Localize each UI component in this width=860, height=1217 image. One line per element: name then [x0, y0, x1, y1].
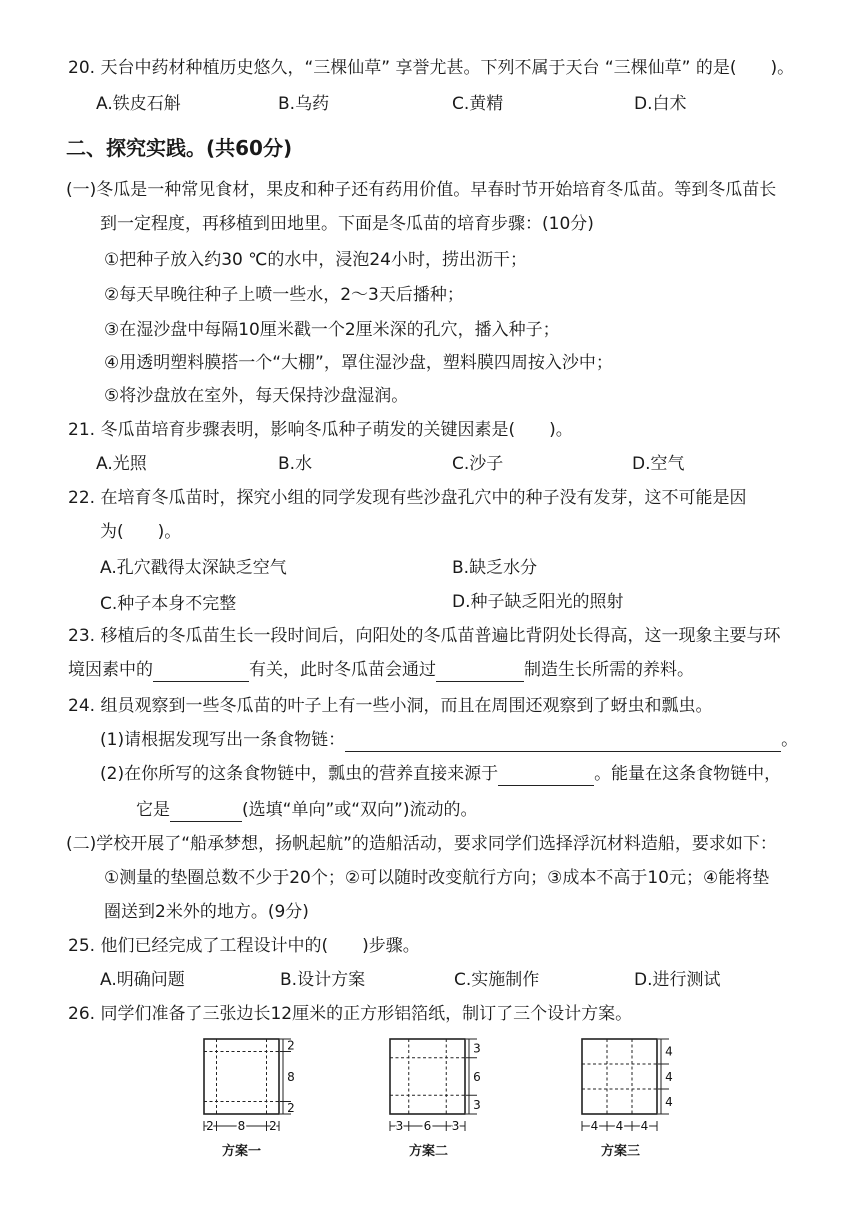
plan-2-right-label-3: 3: [473, 1098, 481, 1112]
q24-sub2-text-b: 。能量在这条食物链中，: [594, 764, 782, 784]
part2-intro-line1: (二)学校开展了“船承梦想，扬帆起航”的造船活动，要求同学们选择浮沉材料造船，要求如下：: [66, 834, 777, 854]
plan-1-right-label-3: 2: [287, 1101, 295, 1115]
plan-3-right-label-1: 4: [665, 1044, 673, 1059]
q23-text-c: 制造生长所需的养料。: [524, 660, 694, 680]
q24-nutrition-blank[interactable]: [498, 767, 594, 786]
q21-option-a[interactable]: A.光照: [96, 454, 147, 474]
section-title: 二、探究实践。(共60分): [66, 136, 293, 160]
q23-line2: [68, 658, 694, 682]
q20-option-b[interactable]: B.乌药: [278, 94, 330, 114]
plan-1-diagram: [196, 1034, 306, 1138]
plan-3-right-label-2: 4: [665, 1070, 673, 1084]
q25-option-a[interactable]: A.明确问题: [100, 970, 185, 990]
plan-2-right-label-1: 3: [473, 1041, 481, 1056]
q23-blank-2[interactable]: [436, 663, 524, 682]
plan-1-caption: 方案一: [222, 1144, 262, 1159]
q20-option-a[interactable]: A.铁皮石斛: [96, 94, 181, 114]
plan-2-bottom-label-2: 6: [423, 1119, 432, 1133]
plan-3-diagram: [574, 1034, 684, 1138]
q23-text-a: 境因素中的: [68, 660, 153, 680]
plan-2-right-label-2: 6: [473, 1070, 481, 1084]
part2-intro-line2: ①测量的垫圈总数不少于20个；②可以随时改变航行方向；③成本不高于10元；④能将垫: [104, 868, 770, 888]
plan-3-bottom-label-2: 4: [615, 1119, 624, 1133]
q25-option-d[interactable]: D.进行测试: [634, 970, 721, 990]
plan-1-bottom-label-1: 2: [206, 1119, 214, 1133]
q24-sub2-text-c: 它是: [136, 800, 170, 820]
step-2: ②每天早晚往种子上喷一些水，2～3天后播种；: [104, 285, 464, 305]
q21-option-d[interactable]: D.空气: [632, 454, 685, 474]
q22-option-c[interactable]: C.种子本身不完整: [100, 594, 237, 614]
q23-text-b: 有关，此时冬瓜苗会通过: [249, 660, 436, 680]
q20-option-c[interactable]: C.黄精: [452, 94, 504, 114]
plan-2-bottom-label-1: 3: [395, 1119, 404, 1133]
q24-sub2-text-a: (2)在你所写的这条食物链中，瓢虫的营养直接来源于: [100, 764, 499, 784]
q21-option-c[interactable]: C.沙子: [452, 454, 504, 474]
q25-stem: 25. 他们已经完成了工程设计中的( )步骤。: [68, 936, 420, 956]
q24-stem: 24. 组员观察到一些冬瓜苗的叶子上有一些小洞，而且在周围还观察到了蚜虫和瓢虫。: [68, 696, 713, 716]
q20-option-d[interactable]: D.白术: [634, 94, 687, 114]
plan-1-right-label-1: 2: [287, 1038, 295, 1053]
plan-2-diagram: [382, 1034, 492, 1138]
q25-option-b[interactable]: B.设计方案: [280, 970, 366, 990]
q24-direction-blank[interactable]: [170, 803, 242, 822]
plan-3-bottom-label-1: 4: [590, 1119, 599, 1133]
q24-sub2-cont: [136, 798, 478, 822]
q23-line1: 23. 移植后的冬瓜苗生长一段时间后，向阳处的冬瓜苗普遍比背阴处长得高，这一现象主要与环: [68, 626, 781, 646]
plan-2-bottom-label-3: 3: [451, 1119, 460, 1133]
q22-option-d[interactable]: D.种子缺乏阳光的照射: [452, 592, 624, 612]
q22-option-b[interactable]: B.缺乏水分: [452, 558, 538, 578]
q24-sub1-end: 。: [781, 730, 799, 750]
q20-stem: 20. 天台中药材种植历史悠久，“三棵仙草” 享誉尤甚。下列不属于天台 “三棵仙草” 的是( )。: [68, 58, 795, 78]
plan-3-right-label-3: 4: [665, 1095, 673, 1109]
q22-option-a[interactable]: A.孔穴戳得太深缺乏空气: [100, 558, 287, 578]
step-1: ①把种子放入约30 ℃的水中，浸泡24小时，捞出沥干；: [104, 250, 527, 270]
q24-sub1-text: (1)请根据发现写出一条食物链：: [100, 730, 346, 750]
step-3: ③在湿沙盘中每隔10厘米戳一个2厘米深的孔穴，播入种子；: [104, 320, 560, 340]
q22-stem-line1: 22. 在培育冬瓜苗时，探究小组的同学发现有些沙盘孔穴中的种子没有发芽，这不可能是因: [68, 488, 747, 508]
q26-stem: 26. 同学们准备了三张边长12厘米的正方形铝箔纸，制订了三个设计方案。: [68, 1004, 633, 1024]
plan-3-bottom-label-3: 4: [640, 1119, 649, 1133]
part1-intro-line2: 到一定程度，再移植到田地里。下面是冬瓜苗的培育步骤：(10分): [100, 214, 594, 234]
plan-3-caption: 方案三: [601, 1144, 641, 1159]
q24-sub2-text-d: (选填“单向”或“双向”)流动的。: [242, 800, 478, 820]
q24-sub1: [100, 728, 798, 752]
step-4: ④用透明塑料膜搭一个“大棚”，罩住湿沙盘，塑料膜四周按入沙中；: [104, 353, 613, 373]
q23-blank-1[interactable]: [153, 663, 249, 682]
part1-intro-line1: (一)冬瓜是一种常见食材，果皮和种子还有药用价值。早春时节开始培育冬瓜苗。等到冬瓜苗长: [66, 180, 777, 200]
q25-option-c[interactable]: C.实施制作: [454, 970, 540, 990]
plan-1-right-label-2: 8: [287, 1070, 295, 1084]
plan-1-bottom-label-2: 8: [237, 1119, 246, 1133]
q21-option-b[interactable]: B.水: [278, 454, 313, 474]
step-5: ⑤将沙盘放在室外，每天保持沙盘湿润。: [104, 386, 409, 406]
q21-stem: 21. 冬瓜苗培育步骤表明，影响冬瓜种子萌发的关键因素是( )。: [68, 420, 573, 440]
plan-1-bottom-label-3: 2: [269, 1119, 277, 1133]
part2-intro-line3: 圈送到2米外的地方。(9分): [104, 902, 309, 922]
q24-sub2: [100, 762, 781, 786]
q24-food-chain-blank[interactable]: [345, 733, 781, 752]
plan-2-caption: 方案二: [409, 1144, 449, 1159]
q22-stem-line2: 为( )。: [100, 522, 182, 542]
